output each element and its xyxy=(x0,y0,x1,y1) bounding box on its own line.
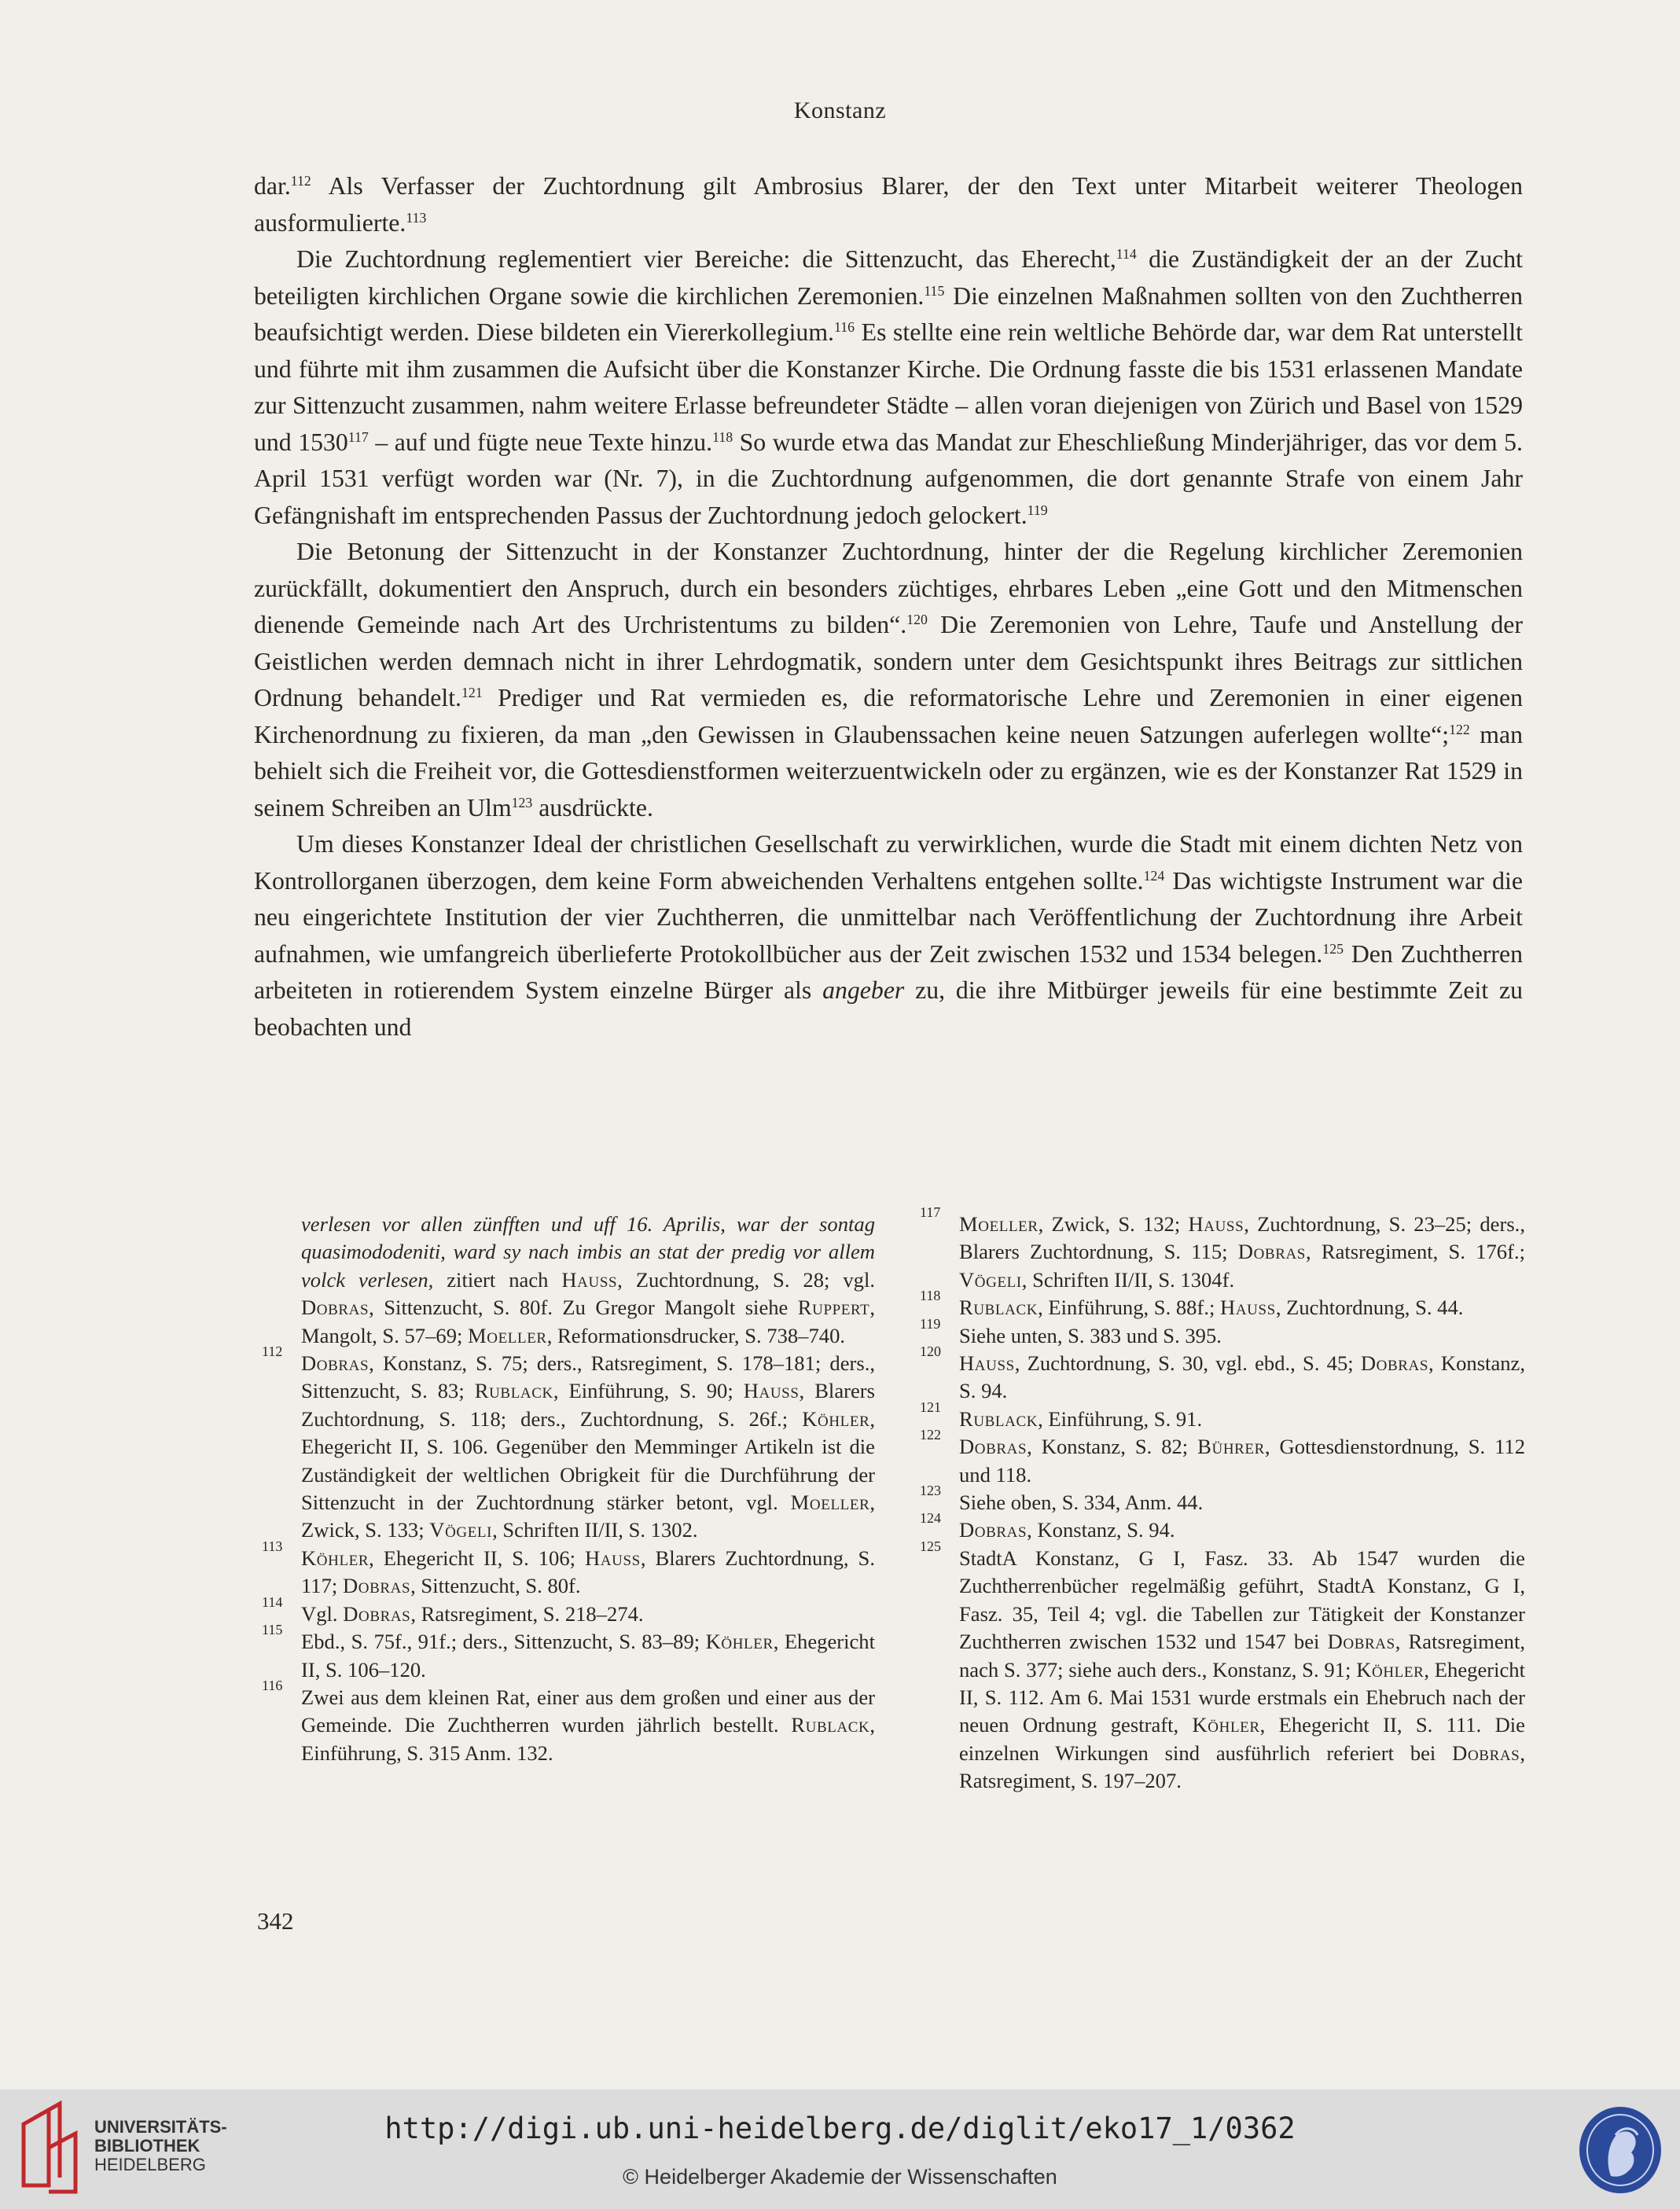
footnotes-left-column xyxy=(262,1211,875,1767)
footnote-117: 117 Moeller, Zwick, S. 132; Hauss, Zuchtordnung, S. 23–25; ders., Blarers Zuchtordnung, S. 115; Dobras, Ratsregiment, S. 176f.; Vögeli, Schriften II/II, S. 1304f. xyxy=(920,1204,1525,1292)
footnote-124: 124 Dobras, Konstanz, S. 94. xyxy=(920,1510,1175,1542)
footnote-118: 118 Rublack, Einführung, S. 88f.; Hauss, Zuchtordnung, S. 44. xyxy=(920,1288,1464,1320)
note-ref-123: 123 xyxy=(511,794,533,810)
running-head: Konstanz xyxy=(793,97,887,123)
paragraph-4: Um dieses Konstanzer Ideal der christlichen Gesellschaft zu verwirklichen, wurde die Stadt mit einem dichten Netz von Kontrollorganen überzogen, dem keine Form abweichenden Verhaltens entgehen sollte.$^{124}$ Das wichtigste Instrument war die neu eingerichtete Institution der vier Zuchtherren, die unmittelbar nach Veröffentlichung der Zuchtordnung ihre Arbeit aufnahmen, wie umfangreich überlieferte Protokollbücher aus der Zeit zwischen 1532 und 1534 belegen.$^{125}$ Den Zuchtherren arbeiteten in rotierendem System einzelne Bürger als angeber zu, die ihre Mitbürger jeweils für eine bestimmte Zeit zu beobachten und xyxy=(254,830,1523,1041)
viewer-footer xyxy=(0,2090,1680,2209)
main-text xyxy=(254,168,1523,1046)
note-ref-125: 125 xyxy=(1322,940,1344,957)
note-ref-124: 124 xyxy=(1143,867,1165,884)
note-ref-116: 116 xyxy=(834,318,855,335)
note-ref-121: 121 xyxy=(461,684,483,700)
paragraph-1: dar.$^{112}$ Als Verfasser der Zuchtordnung gilt Ambrosius Blarer, der den Text unter Mitarbeit weiterer Theologen ausformulierte.$^{113}$ xyxy=(254,172,1523,237)
note-ref-122: 122 xyxy=(1449,721,1470,737)
footnote-112: 112 Dobras, Konstanz, S. 75; ders., Ratsregiment, S. 178–181; ders., Sittenzucht, S. 83; Rublack, Einführung, S. 90; Hauss, Blarers Zuchtordnung, S. 118; ders., Zuchtordnung, S. 26f.; Köhler, Ehegericht II, S. 106. Gegenüber den Memminger Artikeln ist die Zuständigkeit der weltlichen Obrigkeit für die Durchführung der Sittenzucht in der Zuchtordnung stärker betont, vgl. Moeller, Zwick, S. 133; Vögeli, Schriften II/II, S. 1302. xyxy=(262,1343,875,1542)
copyright-notice: © Heidelberger Akademie der Wissenschaften xyxy=(623,2165,1057,2189)
paragraph-3: Die Betonung der Sittenzucht in der Konstanzer Zuchtordnung, hinter der die Regelung kirchlicher Zeremonien zurückfällt, dokumentiert den Anspruch, durch ein besonders züchtiges, ehrbares Leben „eine Gott und den Mitmenschen dienende Gemeinde nach Art des Urchristentums zu bilden“.$^{120}$ Die Zeremonien von Lehre, Taufe und Anstellung der Geistlichen werden demnach nicht in ihrer Lehrdogmatik, sondern unter dem Gesichtspunkt ihres Beitrags zur sittlichen Ordnung behandelt.$^{121}$ Prediger und Rat vermieden es, die reformatorische Lehre und Zeremonien in einer eigenen Kirchenordnung zu fixieren, da man „den Gewissen in Glaubenssachen keine neuen Satzungen auferlegen wollte“;$^{122}$ man behielt sich die Freiheit vor, die Gottesdienstformen weiterzuentwickeln oder zu ergänzen, wie es der Konstanzer Rat 1529 in seinem Schreiben an Ulm$^{123}$ ausdrückte. xyxy=(254,538,1524,821)
footnote-115: 115 Ebd., S. 75f., 91f.; ders., Sittenzucht, S. 83–89; Köhler, Ehegericht II, S. 106–120. xyxy=(262,1622,875,1682)
note-ref-120: 120 xyxy=(906,611,928,627)
note-ref-114: 114 xyxy=(1116,245,1137,262)
paragraph-2: Die Zuchtordnung reglementiert vier Bereiche: die Sittenzucht, das Eherecht,$^{114}$ die Zuständigkeit der an der Zucht beteiligten kirchlichen Organe sowie die kirchlichen Zeremonien.$^{115}$ Die einzelnen Maßnahmen sollten von den Zuchtherren beaufsichtigt werden. Diese bildeten ein Viererkollegium.$^{116}$ Es stellte eine rein weltliche Behörde dar, war dem Rat unterstellt und führte mit ihm zusammen die Aufsicht über die Konstanzer Kirche. Die Ordnung fasste die bis 1531 erlassenen Mandate zur Sittenzucht zusammen, nahm weitere Erlasse befreundeter Städte – allen voran diejenigen von Zürich und Basel von 1529 und 1530$^{117}$ – auf und fügte neue Texte hinzu.$^{118}$ So wurde etwa das Mandat zur Eheschließung Minderjähriger, das vor dem 5. April 1531 verfügt worden war (Nr. 7), in die Zuchtordnung aufgenommen, die dort genannte Strafe von einem Jahr Gefängnishaft im entsprechenden Passus der Zuchtordnung jedoch gelockert.$^{119}$ xyxy=(254,245,1524,529)
page-number: 342 xyxy=(257,1907,294,1935)
footnote-125: 125 StadtA Konstanz, G I, Fasz. 33. Ab 1547 wurden die Zuchtherrenbücher regelmäßig geführt, StadtA Konstanz, G I, Fasz. 35, Teil 4; vgl. die Tabellen zur Tätigkeit der Konstanzer Zuchtherren zwischen 1532 und 1547 bei Dobras, Ratsregiment, nach S. 377; siehe auch ders., Konstanz, S. 91; Köhler, Ehegericht II, S. 112. Am 6. Mai 1531 wurde erstmals ein Ehebruch nach der neuen Ordnung gestraft, Köhler, Ehegericht II, S. 111. Die einzelnen Wirkungen sind ausführlich referiert bei Dobras, Ratsregiment, S. 197–207. xyxy=(920,1538,1525,1793)
footnote-122: 122 Dobras, Konstanz, S. 82; Bührer, Gottesdienstordnung, S. 112 und 118. xyxy=(920,1427,1525,1487)
footnote-continuation: verlesen vor allen zünfften und uff 16. Aprilis, war der sontag quasimododeniti, ward sy nach imbis an stat der predig vor allem volck verlesen, zitiert nach Hauss, Zuchtordnung, S. 28; vgl. Dobras, Sittenzucht, S. 80f. Zu Gregor Mangolt siehe Ruppert, Mangolt, S. 57–69; Moeller, Reformationsdrucker, S. 738–740. xyxy=(301,1212,875,1347)
footnote-121: 121 Rublack, Einführung, S. 91. xyxy=(920,1399,1203,1431)
footnotes-right-column xyxy=(920,1204,1525,1796)
university-seal-icon xyxy=(1576,2104,1664,2196)
footnote-113: 113 Köhler, Ehegericht II, S. 106; Hauss, Blarers Zuchtordnung, S. 117; Dobras, Sittenzucht, S. 80f. xyxy=(262,1538,875,1598)
library-name: UNIVERSITÄTS- BIBLIOTHEK HEIDELBERG xyxy=(94,2117,227,2174)
footnote-116: 116 Zwei aus dem kleinen Rat, einer aus dem großen und einer aus der Gemeinde. Die Zuchtherren wurden jährlich bestellt. Rublack, Einführung, S. 315 Anm. 132. xyxy=(262,1677,875,1765)
permalink-url[interactable]: http://digi.ub.uni-heidelberg.de/diglit/eko17_1/0362 xyxy=(384,2112,1296,2145)
note-ref-115: 115 xyxy=(924,282,945,299)
footnote-119: 119 Siehe unten, S. 383 und S. 395. xyxy=(920,1315,1222,1347)
note-ref-118: 118 xyxy=(712,428,733,445)
note-ref-119: 119 xyxy=(1027,502,1048,518)
note-ref-112: 112 xyxy=(290,172,311,189)
footnote-123: 123 Siehe oben, S. 334, Anm. 44. xyxy=(920,1483,1204,1515)
footnote-120: 120 Hauss, Zuchtordnung, S. 30, vgl. ebd., S. 45; Dobras, Konstanz, S. 94. xyxy=(920,1343,1525,1403)
footnote-114: 114 Vgl. Dobras, Ratsregiment, S. 218–274. xyxy=(262,1593,644,1626)
note-ref-117: 117 xyxy=(347,428,369,445)
note-ref-113: 113 xyxy=(406,209,427,226)
